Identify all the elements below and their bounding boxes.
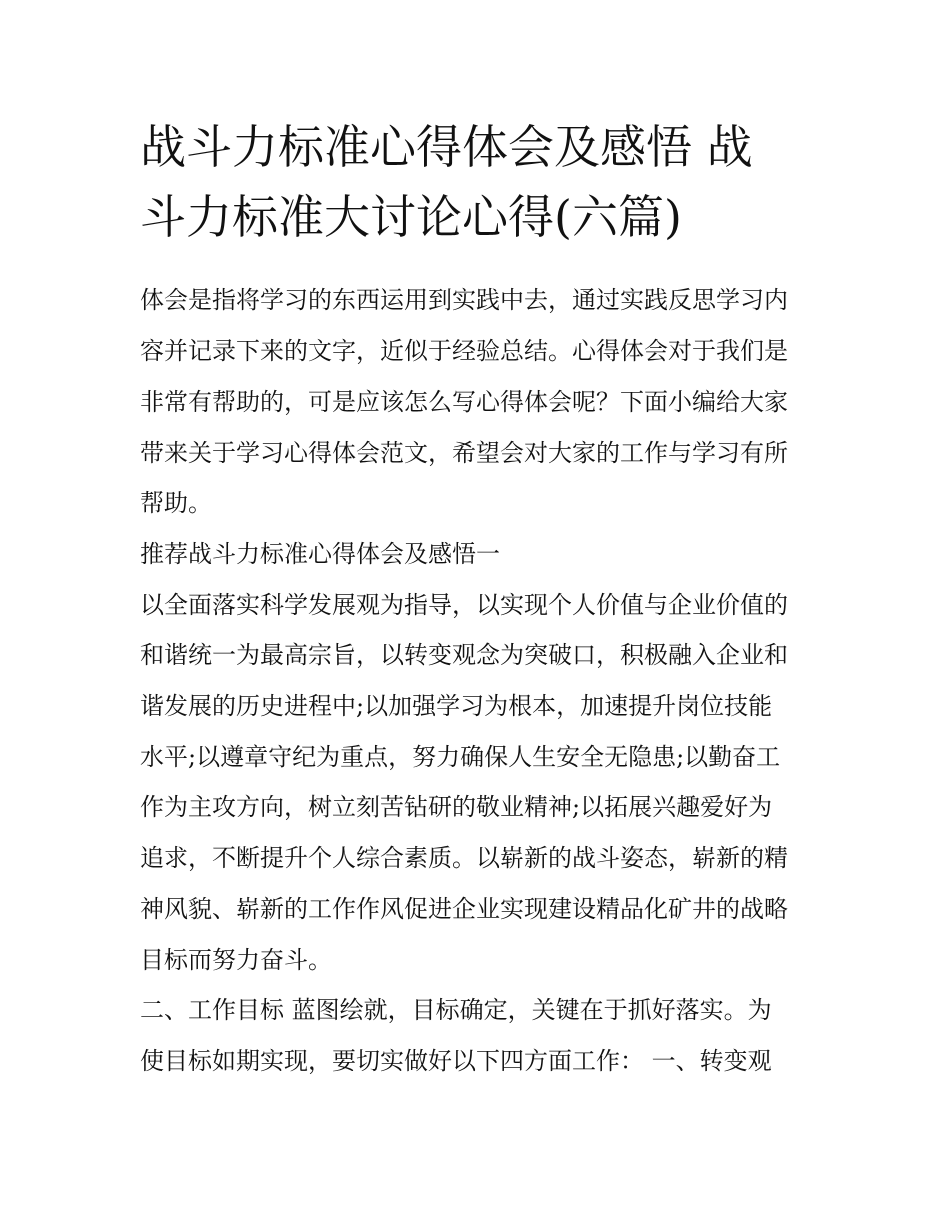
title-line: 斗力标准大讨论心得(六篇)	[140, 190, 682, 244]
paragraph-line: 容并记录下来的文字，近似于经验总结。心得体会对于我们是	[140, 337, 788, 365]
paragraph-line: 追求，不断提升个人综合素质。以崭新的战斗姿态，崭新的精	[140, 844, 788, 872]
paragraph-line: 作为主攻方向，树立刻苦钻研的敬业精神;以拓展兴趣爱好为	[140, 793, 773, 821]
paragraph-line: 体会是指将学习的东西运用到实践中去，通过实践反思学习内	[140, 286, 788, 314]
paragraph-line: 水平;以遵章守纪为重点，努力确保人生安全无隐患;以勤奋工	[140, 743, 781, 771]
paragraph-line: 以全面落实科学发展观为指导，以实现个人价值与企业价值的	[140, 591, 788, 619]
section-heading: 推荐战斗力标准心得体会及感悟一	[140, 540, 500, 568]
paragraph-line: 和谐统一为最高宗旨，以转变观念为突破口，积极融入企业和	[140, 641, 788, 669]
paragraph-line: 谐发展的历史进程中;以加强学习为根本，加速提升岗位技能	[140, 692, 773, 720]
paragraph-line: 使目标如期实现，要切实做好以下四方面工作： 一、转变观	[140, 1047, 772, 1075]
paragraph-line: 带来关于学习心得体会范文，希望会对大家的工作与学习有所	[140, 439, 788, 467]
document-title	[140, 112, 820, 252]
paragraph-line: 帮助。	[140, 489, 212, 517]
paragraph-line: 二、工作目标 蓝图绘就，目标确定，关键在于抓好落实。为	[140, 996, 772, 1024]
paragraph-line: 非常有帮助的，可是应该怎么写心得体会呢？下面小编给大家	[140, 388, 788, 416]
paragraph-line: 神风貌、崭新的工作作风促进企业实现建设精品化矿井的战略	[140, 895, 788, 923]
paragraph-line: 目标而努力奋斗。	[140, 946, 332, 974]
title-line: 战斗力标准心得体会及感悟 战	[140, 120, 753, 174]
